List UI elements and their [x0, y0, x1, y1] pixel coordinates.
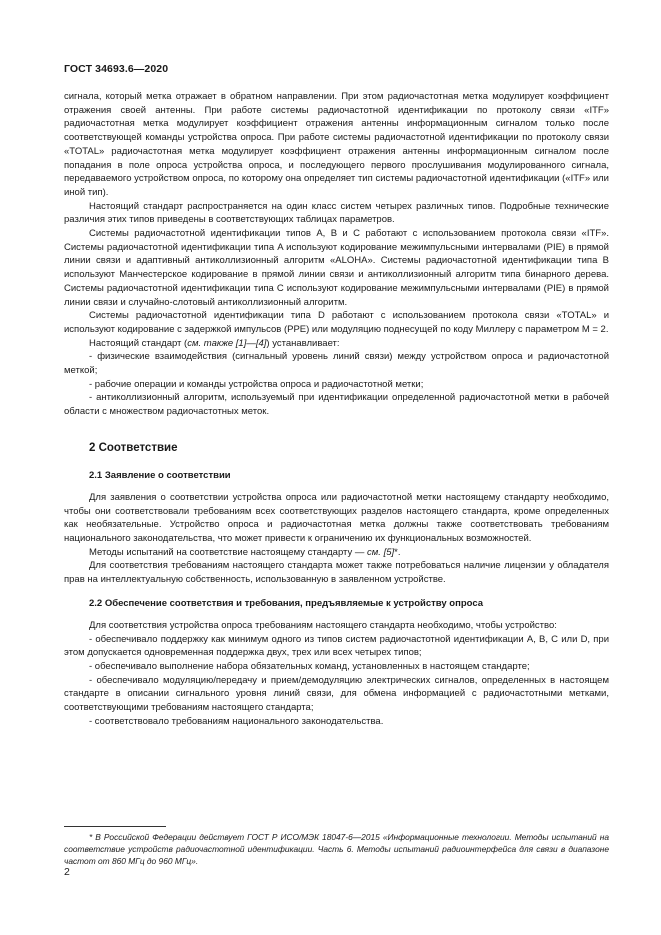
document-body — [64, 90, 609, 728]
page-number: 2 — [64, 866, 70, 878]
intro-paragraph-scope — [64, 337, 609, 351]
section-title: 2 Соответствие — [89, 441, 178, 454]
list-item: - физические взаимодействия (сигнальный уровень линий связи) между устройством опроса и радиочастотной меткой; — [64, 351, 609, 377]
reference-link: см. также [1]—[4] — [187, 337, 267, 349]
list-item: - обеспечивало поддержку как минимум одного из типов систем радиочастотной идентификации A, B, C или D, при этом допускается одновременная поддержка двух, трех или всех четырех типов; — [64, 633, 609, 659]
paragraph: Для заявления о соответствии устройства опроса или радиочастотной метки настоящему стандарту необходимо, чтобы они соответствовали требованиям всех соответствующих разделов настоящего стандарта, кроме определенных как необязательные. Устройство опроса и радиочастотная метка должны также соответствовать требованиям национального законодательства, что может привести к ограничению их функциональных возможностей. — [64, 491, 609, 544]
text-span: Настоящий стандарт ( — [89, 337, 188, 349]
paragraph: Для соответствия требованиям настоящего стандарта может также потребоваться наличие лицензии у обладателя прав на интеллектуальную собственность, использованную в заявленном устройстве. — [64, 560, 609, 586]
list-item: - рабочие операции и команды устройства опроса и радиочастотной метки; — [89, 378, 424, 390]
intro-paragraph: Системы радиочастотной идентификации типа D работают с использованием протокола связи «TOTAL» и используют кодирование с задержкой импульсов (PPE) или модуляцию поднесущей по коду Миллеру с параметром M = 2. — [64, 310, 609, 335]
paragraph: Для соответствия устройства опроса требованиям настоящего стандарта необходимо, чтобы устройство: — [89, 619, 557, 631]
intro-paragraph: Настоящий стандарт распространяется на один класс систем четырех различных типов. Подробные технические различия этих типов приведены в соответствующих таблицах параметров. — [64, 200, 609, 226]
intro-paragraph: Системы радиочастотной идентификации типов A, B и C работают с использованием протокола связи «ITF». Системы радиочастотной идентификации типа A используют кодирование межимпульсными интервалами (PIE) в прямой линии связи и адаптивный антиколлизионный алгоритм «ALOHA». Системы радиочастотной идентификации типа B используют Манчестерское кодирование в прямой линии связи и антиколлизионный алгоритм типа бинарного дерева. Системы радиочастотной идентификации типа C используют кодирование межимпульсными интервалами (PIE) в прямой линии связи и случайно-слотовый антиколлизионный алгоритм. — [64, 228, 609, 308]
footnote-marker: *. — [394, 546, 401, 558]
list-item: - антиколлизионный алгоритм, используемый при идентификации определенной радиочастотной метки в рабочей области с множеством радиочастотных меток. — [64, 392, 609, 418]
list-item: - соответствовало требованиям национального законодательства. — [89, 715, 384, 727]
page-header: ГОСТ 34693.6—2020 — [64, 63, 169, 75]
paragraph-test-methods — [64, 546, 609, 560]
text-span: ) устанавливает: — [266, 337, 340, 349]
intro-paragraph: сигнала, который метка отражает в обратном направлении. При этом радиочастотная метка модулирует коэффициент отражения своей антенны. При работе системы радиочастотной идентификации по протоколу связи «ITF» радиочастотная метка модулирует коэффициент отражения антенны информационным сигналом только после соответствующей команды устройства опроса. При работе системы радиочастотной идентификации по протоколу связи «TOTAL» радиочастотная метка модулирует коэффициент отражения антенны информационным сигналом после попадания в поле опроса устройства опроса, и последующего первого прослушивания модулированного сигнала, передаваемого устройством опроса, по которому она определяет тип системы радиочастотной идентификации («ITF» или иной тип). — [64, 91, 609, 198]
list-item: - обеспечивало выполнение набора обязательных команд, установленных в настоящем стандарте; — [89, 660, 530, 672]
text-span: Методы испытаний на соответствие настоящему стандарту — — [89, 546, 368, 558]
footnote-divider — [64, 826, 166, 827]
subsection-title: 2.2 Обеспечение соответствия и требования, предъявляемые к устройству опроса — [89, 597, 483, 609]
reference-link: см. [5] — [367, 546, 395, 558]
subsection-title: 2.1 Заявление о соответствии — [89, 469, 231, 481]
list-item: - обеспечивало модуляцию/передачу и прием/демодуляцию электрических сигналов, определенных в настоящем стандарте в описании сигнального уровня линий связи, для обмена информацией с радиочастотными метками, соответствующими требованиям настоящего стандарта; — [64, 674, 609, 714]
footnote: * В Российской Федерации действует ГОСТ Р ИСО/МЭК 18047-6—2015 «Информационные технологии. Методы испытаний на соответствие устройств радиочастотной идентификации. Часть 6. Методы испытаний радиоинтерфейса для связи в диапазоне частот от 860 МГц до 960 МГц». — [64, 832, 609, 867]
